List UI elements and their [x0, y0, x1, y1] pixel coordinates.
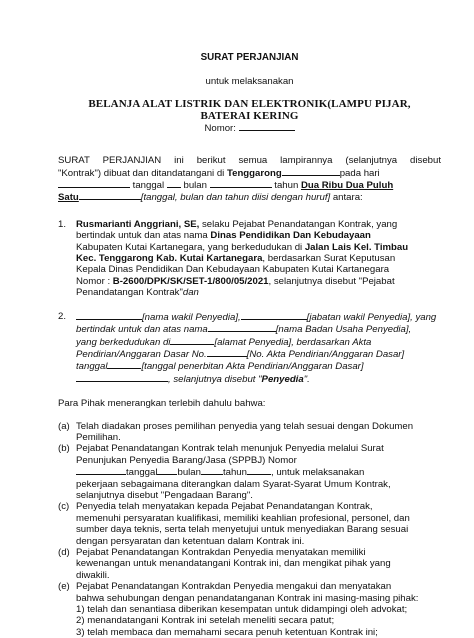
party-1-line-4 [76, 253, 441, 264]
party-1-address-a: Jalan Lais Kel. Timbau [304, 241, 409, 253]
recital-line: Pejabat Penandatangan Kontrakdan Penyedia mengakui dan menyatakan [76, 581, 392, 593]
intro-line-4 [58, 191, 441, 203]
party-2-text: [nama Badan Usaha Penyedia], [275, 324, 412, 336]
intro-antara: antara: [330, 192, 363, 204]
party-2-line-1 [76, 311, 441, 323]
party-2-text: [nama wakil Penyedia], [142, 311, 241, 323]
party-2-text: bertindak untuk dan atas nama [76, 324, 208, 336]
recitals-list [58, 421, 441, 638]
party-2-text: [tanggal penerbitan Akta Pendirian/Anggaran Dasar] [141, 361, 364, 373]
recital-blank [247, 466, 271, 475]
recital-line: dengan persyaratan dan ketentuan dalam Kontrak ini. [76, 535, 305, 547]
party-2-number: 2. [58, 310, 67, 322]
party-2-line-4 [76, 348, 441, 360]
intro-blank-year [79, 191, 141, 200]
recital-line: 2) menandatangani Kontrak ini setelah meneliti secara patut; [76, 615, 335, 627]
party-2-line-3 [76, 336, 441, 348]
recital-line: pekerjaan sebagaimana diterangkan dalam Syarat-Syarat Umum Kontrak, [76, 478, 391, 490]
recital-line: Telah diadakan proses pemilihan penyedia yang telah sesuai dengan Dokumen [76, 420, 414, 432]
intro-text: "Kontrak") dibuat dan ditandatangani di [58, 167, 227, 179]
recital-label: (a) [58, 420, 70, 432]
intro-bulan: bulan [180, 180, 210, 192]
recital-item [58, 501, 441, 547]
recital-line: 1) telah dan senantiasa diberikan kesempatan untuk didampingi oleh advokat; [76, 604, 408, 616]
intro-tanggal: tanggal [130, 180, 167, 192]
party-2-text: [No. Akta Pendirian/Anggaran Dasar] [246, 348, 405, 360]
document-title: SURAT PERJANJIAN [200, 52, 299, 63]
intro-year-words: Dua Ribu Dua Puluh [300, 180, 394, 192]
party-2-blank [241, 311, 307, 320]
recital-label: (e) [58, 581, 70, 593]
party-2-blank [170, 336, 214, 345]
party-1-text: , selanjutnya disebut "Pejabat [268, 275, 395, 287]
party-1-text: , berdasarkan Surat Keputusan [262, 253, 396, 265]
nomor-blank [239, 122, 295, 131]
intro-blank-date [167, 179, 181, 188]
intro-pada-hari: pada hari [339, 167, 380, 179]
party-1-number: 1. [58, 218, 67, 230]
party-2-blank [76, 311, 142, 320]
recital-blank [157, 466, 177, 475]
recital-line: Pejabat Penandatangan Kontrakdan Penyedia menyatakan memiliki [76, 547, 366, 558]
party-2-blank [107, 360, 141, 369]
recital-item [58, 581, 441, 638]
party-2-blank [76, 373, 168, 382]
party-1-line-3 [76, 242, 441, 253]
recital-line: Pemilihan. [76, 431, 121, 443]
recital-line: memenuhi persyaratan kualifikasi, memiliki keahlian profesional, personel, dan [76, 512, 410, 524]
recital-label: (b) [58, 443, 70, 455]
party-2-text: [jabatan wakil Penyedia], yang [306, 311, 437, 323]
party-1-address-b: Kec. Tenggarong Kab. Kutai Kartanegara [76, 253, 263, 265]
recital-line: sumber daya teknis, serta telah menyetujui untuk menyediakan Barang sesuai [76, 524, 409, 536]
party-2 [58, 311, 441, 385]
heading-line-2: BATERAI KERING [200, 109, 299, 122]
party-1-line-5: Kepala Dinas Pendidikan Dan Kebudayaan Kabupaten Kutai Kartanegara [76, 264, 390, 276]
party-1-text: selaku Pejabat Penandatangan Kontrak, yang [199, 218, 398, 230]
intro-blank-place [282, 167, 340, 176]
recital-item [58, 443, 441, 501]
party-1-line-1 [76, 219, 441, 230]
party-2-text: yang berkedudukan di [76, 336, 171, 348]
recital-line: selanjutnya disebut "Pengadaan Barang". [76, 489, 253, 501]
intro-line-1: SURAT PERJANJIAN ini berikut semua lampirannya (selanjutnya disebut [58, 155, 441, 167]
recital-line-blanks [76, 466, 441, 478]
party-1-text: Penandatangan Kontrak" [76, 287, 183, 299]
party-2-penyedia: Penyedia [261, 373, 304, 385]
document-subtitle: untuk melaksanakan [205, 76, 294, 88]
recital-line: kewenangan untuk menandatangani Kontrak ini, dan mengikat pihak yang [76, 558, 391, 570]
recital-blank [201, 466, 223, 475]
intro-line-2 [58, 167, 441, 179]
recital-line: bahwa sehubungan dengan penandatanganan Kontrak ini masing-masing pihak: [76, 592, 419, 604]
recital-text: tanggal [126, 467, 158, 479]
intro-date-note: [tanggal, bulan dan tahun diisi dengan huruf] [140, 192, 331, 204]
party-1-text: Kabupaten Kutai Kartanegara, yang berkedudukan di [76, 241, 305, 253]
party-1-agency: Dinas Pendidikan Dan Kebudayaan [210, 230, 371, 242]
party-1-dan: dan [182, 287, 199, 299]
party-2-text: Pendirian/Anggaran Dasar No. [76, 348, 207, 360]
nomor-label: Nomor: [204, 122, 239, 134]
intro-place: Tenggarong [226, 167, 282, 179]
party-2-text: tanggal [76, 361, 108, 373]
party-2-text: , selanjutnya disebut " [168, 373, 262, 385]
party-2-text: [alamat Penyedia], berdasarkan Akta [214, 336, 372, 348]
party-1-name: Rusmarianti Anggriani, SE, [76, 218, 200, 230]
party-1-text: bertindak untuk dan atas nama [76, 230, 211, 242]
party-1-line-7 [76, 287, 441, 298]
party-2-blank [208, 323, 276, 332]
recital-line: Penyedia telah menyatakan kepada Pejabat Penandatangan Kontrak, [76, 501, 373, 513]
party-1-line-2 [76, 230, 441, 241]
party-2-line-6 [76, 373, 441, 385]
recital-item [58, 547, 441, 581]
party-2-blank [207, 348, 247, 357]
intro-blank-month [210, 179, 272, 188]
intro-tahun: tahun [271, 180, 301, 192]
recital-label: (d) [58, 547, 70, 558]
recital-line: diwakili. [76, 569, 110, 581]
party-1-line-6 [76, 276, 441, 287]
heading-line-1: BELANJA ALAT LISTRIK DAN ELEKTRONIK(LAMPU PIJAR, [88, 97, 411, 110]
party-2-text: ". [303, 373, 310, 385]
party-1-decree-number: B-2600/DPK/SK/SET-1/800/05/2021 [112, 275, 269, 287]
party-2-line-5 [76, 360, 441, 372]
nomor-line [58, 122, 441, 134]
recital-text: , untuk melaksanakan [270, 467, 365, 479]
recital-text: bulan [177, 467, 201, 479]
recital-line: 3) telah membaca dan memahami secara penuh ketentuan Kontrak ini; [76, 626, 378, 638]
recitals-intro: Para Pihak menerangkan terlebih dahulu bahwa: [58, 398, 266, 410]
intro-year-word-end: Satu [58, 192, 79, 204]
intro-blank-day [58, 179, 130, 188]
recital-label: (c) [58, 501, 70, 513]
recital-line: Penunjukan Penyedia Barang/Jasa (SPPBJ) Nomor [76, 454, 297, 466]
party-1-text: Nomor : [76, 275, 113, 287]
party-2-line-2 [76, 323, 441, 335]
party-1 [58, 219, 441, 299]
intro-line-3 [58, 179, 441, 191]
recital-text: tahun [222, 467, 247, 479]
recital-blank [76, 466, 126, 475]
recital-item [58, 421, 441, 444]
procurement-heading [58, 98, 441, 122]
intro-paragraph [58, 155, 441, 204]
recital-line: Pejabat Penandatangan Kontrak telah menunjuk Penyedia melalui Surat [76, 443, 384, 455]
